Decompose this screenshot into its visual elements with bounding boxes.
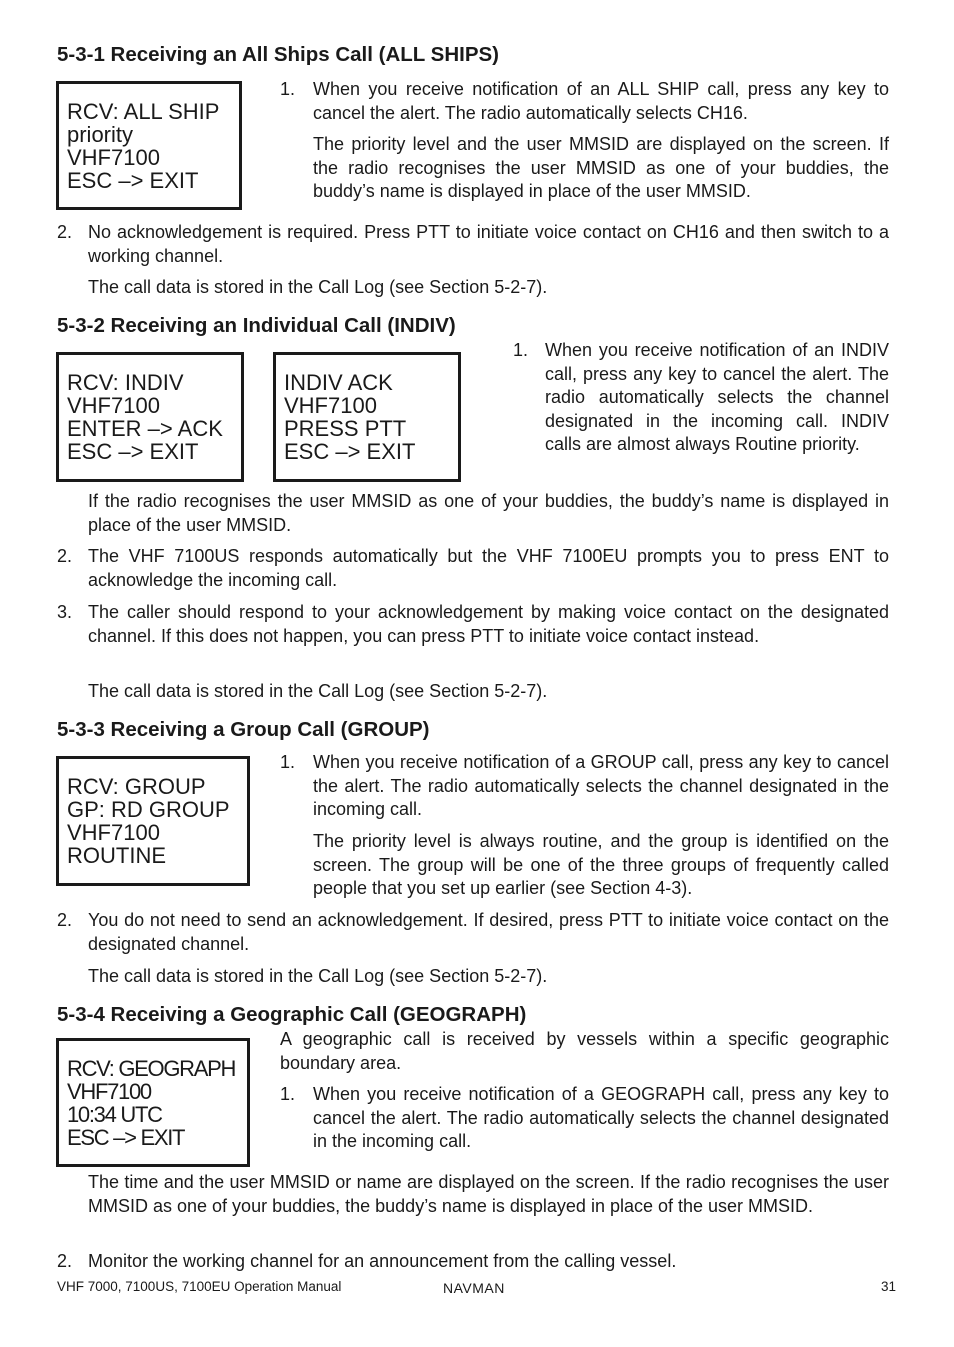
paragraph: The call data is stored in the Call Log (see Section 5-2-7). xyxy=(88,966,548,986)
paragraph: The call data is stored in the Call Log (see Section 5-2-7). xyxy=(88,681,548,701)
lcd-screen-group xyxy=(56,756,250,886)
section-heading-all-ships: 5-3-1 Receiving an All Ships Call (ALL SHIPS) xyxy=(57,43,499,66)
lcd-line: RCV: INDIV xyxy=(67,370,184,395)
lcd-screen-indiv-receive xyxy=(56,352,244,482)
paragraph: When you receive notification of a GROUP call, press any key to cancel the alert. The radio automatically selects the channel designated in the incoming call. xyxy=(313,752,889,819)
lcd-line: PRESS PTT xyxy=(284,416,407,441)
section-heading-indiv: 5-3-2 Receiving an Individual Call (INDIV) xyxy=(57,314,456,337)
lcd-screen-geograph xyxy=(56,1038,250,1167)
paragraph: When you receive notification of an INDIV call, press any key to cancel the alert. The radio automatically selects the channel designated in the incoming call. INDIV calls are almost always Routine priority. xyxy=(545,340,889,454)
lcd-line: VHF7100 xyxy=(67,820,160,845)
paragraph: When you receive notification of a GEOGRAPH call, press any key to cancel the alert. The radio automatically selects the channel designated in the incoming call. xyxy=(313,1084,889,1151)
lcd-line: RCV: ALL SHIP xyxy=(67,98,220,124)
paragraph: The time and the user MMSID or name are displayed on the screen. If the radio recognises the user MMSID as one of your buddies, the buddy’s name is displayed in place of the user MMSID. xyxy=(88,1172,889,1216)
section-heading-geograph: 5-3-4 Receiving a Geographic Call (GEOGRAPH) xyxy=(57,1003,527,1026)
footer-brand-logo: NAVMAN xyxy=(443,1280,505,1296)
lcd-screen-indiv-ack xyxy=(273,352,461,482)
paragraph: The call data is stored in the Call Log (see Section 5-2-7). xyxy=(88,277,548,297)
lcd-line: RCV: GROUP xyxy=(67,774,206,799)
paragraph: You do not need to send an acknowledgement. If desired, press PTT to initiate voice contact on the designated channel. xyxy=(88,910,889,954)
paragraph: No acknowledgement is required. Press PTT to initiate voice contact on CH16 and then switch to a working channel. xyxy=(88,222,889,266)
lcd-line: ESC –> EXIT xyxy=(67,439,199,464)
lcd-line: VHF7100 xyxy=(67,393,160,418)
list-number: 1. xyxy=(280,1084,296,1104)
list-number: 2. xyxy=(57,546,73,566)
list-number: 3. xyxy=(57,602,73,622)
paragraph: Monitor the working channel for an announcement from the calling vessel. xyxy=(88,1251,677,1271)
paragraph: When you receive notification of an ALL SHIP call, press any key to cancel the alert. The radio automatically selects CH16. xyxy=(313,79,889,123)
paragraph: The priority level is always routine, and the group is identified on the screen. The group will be one of the three groups of frequently called people that you set up earlier (see Section 4-3). xyxy=(313,831,889,898)
paragraph: The priority level and the user MMSID are displayed on the screen. If the radio recognises the user MMSID as one of your buddies, the buddy’s name is displayed in place of the user MMSID. xyxy=(313,134,889,201)
lcd-screen-all-ships xyxy=(56,81,242,210)
lcd-line: ESC –> EXIT xyxy=(67,1124,185,1150)
list-number: 2. xyxy=(57,1251,73,1271)
lcd-line: 10:34 UTC xyxy=(67,1101,162,1127)
paragraph: The caller should respond to your acknowledgement by making voice contact on the designated channel. If this does not happen, you can press PTT to initiate voice contact instead. xyxy=(88,602,889,646)
lcd-line: VHF7100 xyxy=(67,1078,151,1104)
lcd-line: GP: RD GROUP xyxy=(67,797,230,822)
lcd-line: ESC –> EXIT xyxy=(67,167,199,193)
list-number: 1. xyxy=(280,79,296,99)
lcd-line: VHF7100 xyxy=(67,144,160,170)
list-number: 1. xyxy=(280,752,296,772)
list-number: 2. xyxy=(57,910,73,930)
lcd-line: ENTER –> ACK xyxy=(67,416,223,441)
lcd-line: RCV: GEOGRAPH xyxy=(67,1055,236,1081)
lcd-line: VHF7100 xyxy=(284,393,377,418)
paragraph: The VHF 7100US responds automatically but the VHF 7100EU prompts you to press ENT to acknowledge the incoming call. xyxy=(88,546,889,590)
lcd-line: ESC –> EXIT xyxy=(284,439,416,464)
section-heading-group: 5-3-3 Receiving a Group Call (GROUP) xyxy=(57,718,430,741)
list-number: 1. xyxy=(513,340,529,360)
paragraph: A geographic call is received by vessels within a specific geographic boundary area. xyxy=(280,1029,889,1073)
page-number: 31 xyxy=(881,1279,897,1294)
lcd-line: ROUTINE xyxy=(67,843,166,868)
footer-manual-title: VHF 7000, 7100US, 7100EU Operation Manual xyxy=(57,1279,342,1294)
list-number: 2. xyxy=(57,222,73,242)
paragraph: If the radio recognises the user MMSID as one of your buddies, the buddy’s name is displayed in place of the user MMSID. xyxy=(88,491,889,535)
lcd-line: INDIV ACK xyxy=(284,370,393,395)
lcd-line: priority xyxy=(67,121,134,147)
